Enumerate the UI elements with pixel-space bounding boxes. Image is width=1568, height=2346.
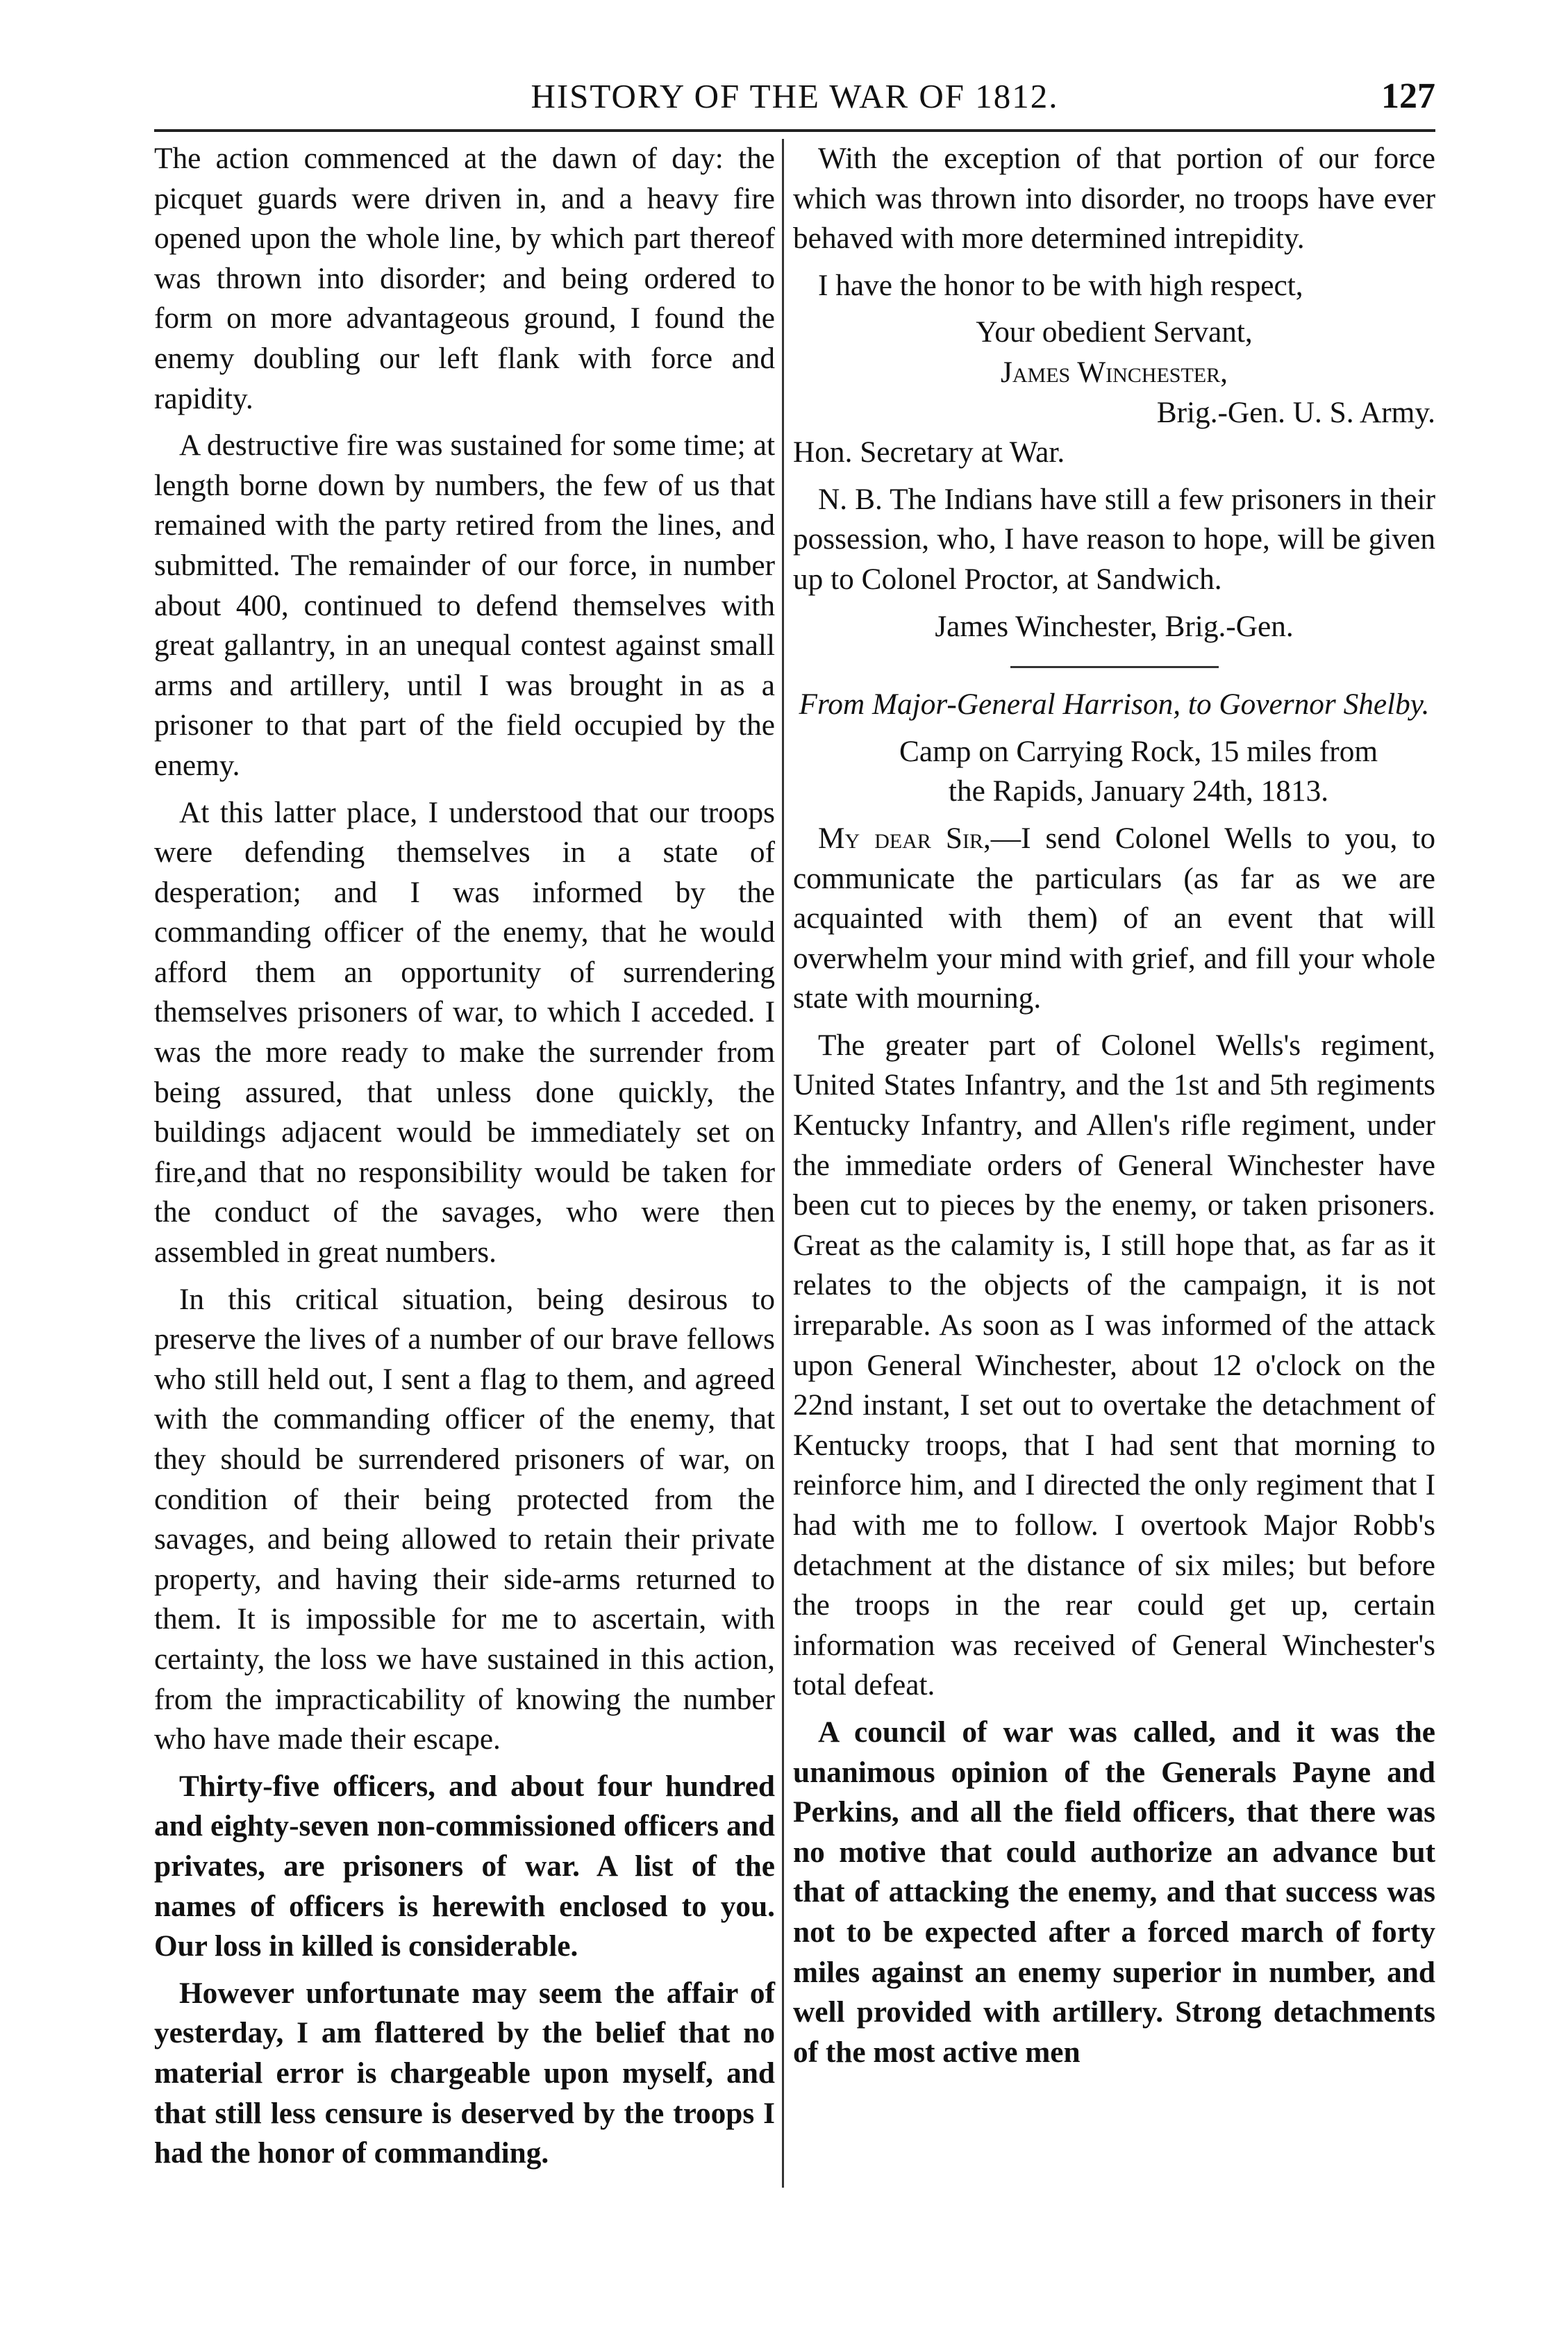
paragraph-text: —I send Colonel Wells to you, to communicate the particulars (as far as we are acquainted with them) of an event that will overwhelm your mind with grief, and fill your whole state with mourning. xyxy=(793,821,1435,1015)
running-title: HISTORY OF THE WAR OF 1812. xyxy=(531,77,1059,115)
column-divider xyxy=(782,139,784,2188)
page-number: 127 xyxy=(1381,76,1435,116)
dateline-line-2: the Rapids, January 24th, 1813. xyxy=(948,774,1329,808)
right-column xyxy=(793,139,1435,2079)
paragraph: A destructive fire was sustained for some time; at length borne down by numbers, the few of us that remained with the party retired from the lines, and submitted. The remainder of our force, in number about 400, continued to defend themselves with great gallantry, in an unequal contest against small arms and artillery, until I was brought in as a prisoner to that part of the field occupied by the enemy. xyxy=(154,429,775,782)
running-head xyxy=(154,72,1435,121)
signature-name: James Winchester, xyxy=(1001,355,1228,389)
postscript-signature: James Winchester, Brig.-Gen. xyxy=(935,609,1294,643)
addressee: Hon. Secretary at War. xyxy=(793,435,1065,469)
paragraph: With the exception of that portion of our force which was thrown into disorder, no troops have ever behaved with more determined intrepidity. xyxy=(793,142,1435,256)
left-column xyxy=(154,139,775,2181)
paragraph: The greater part of Colonel Wells's regiment, United States Infantry, and the 1st and 5th regiments Kentucky Infantry, and Allen's rifle regiment, under the immediate orders of General Winchester have been cut to pieces by the enemy, or taken prisoners. Great as the calamity is, I still hope that, as far as it relates to the objects of the campaign, it is not irreparable. As soon as I was informed of the attack upon General Winchester, about 12 o'clock on the 22nd instant, I set out to overtake the detachment of Kentucky troops, that I had sent that morning to reinforce him, and I directed the only regiment that I had with me to follow. I overtook Major Robb's detachment at the distance of six miles; but before the troops in the rear could get up, certain information was received of General Winchester's total defeat. xyxy=(793,1028,1435,1702)
paragraph: In this critical situation, being desirous to preserve the lives of a number of our brave fellows who still held out, I sent a flag to them, and agreed with the commanding officer of the enemy, that they should be surrendered prisoners of war, on condition of their being protected from the savages, and being allowed to retain their private property, and having their side-arms returned to them. It is impossible for me to ascertain, with certainty, the loss we have sustained in this action, from the impracticability of knowing the number who have made their escape. xyxy=(154,1282,775,1756)
paragraph: The action commenced at the dawn of day: the picquet guards were driven in, and a heavy fire opened upon the whole line, by which part thereof was thrown into disorder; and being ordered to form on more advantageous ground, I found the enemy doubling our left flank with force and rapidity. xyxy=(154,142,775,415)
paragraph xyxy=(793,819,1435,1019)
letter-heading: From Major-General Harrison, to Governor Shelby. xyxy=(799,688,1430,722)
paragraph: Thirty-five officers, and about four hundred and eighty-seven non-commissioned officers and privates, are prisoners of war. A list of the names of officers is herewith enclosed to you. Our loss in killed is considerable. xyxy=(154,1769,775,1963)
section-rule xyxy=(1010,666,1219,668)
paragraph: However unfortunate may seem the affair of yesterday, I am flattered by the belief that no material error is chargeable upon myself, and that still less censure is deserved by the troops I had the honor of commanding. xyxy=(154,1976,775,2170)
paragraph: At this latter place, I understood that our troops were defending themselves in a state of desperation; and I was informed by the commanding officer of the enemy, that he would afford them an opportunity of surrendering themselves prisoners of war, to which I acceded. I was the more ready to make the surrender from being assured, that unless done quickly, the buildings adjacent would be immediately set on fire,and that no responsibility would be taken for the conduct of the savages, who were then assembled in great numbers. xyxy=(154,795,775,1270)
postscript: N. B. The Indians have still a few prisoners in their possession, who, I have reason to hope, will be given up to Colonel Proctor, at Sandwich. xyxy=(793,482,1435,596)
closing-servant: Your obedient Servant, xyxy=(976,315,1253,349)
dateline-line-1: Camp on Carrying Rock, 15 miles from xyxy=(899,734,1378,768)
signature-rank: Brig.-Gen. U. S. Army. xyxy=(1156,395,1435,429)
salutation: My dear Sir, xyxy=(818,821,991,855)
dateline xyxy=(793,732,1435,812)
paragraph: A council of war was called, and it was the unanimous opinion of the Generals Payne and Perkins, and all the field officers, that there was no motive that could authorize an advance but that of attacking the enemy, and that success was not to be expected after a forced march of forty miles against an enemy superior in number, and well provided with artillery. Strong detachments of the most active men xyxy=(793,1715,1435,2069)
closing-line: I have the honor to be with high respect, xyxy=(818,268,1303,302)
header-rule xyxy=(154,129,1435,132)
